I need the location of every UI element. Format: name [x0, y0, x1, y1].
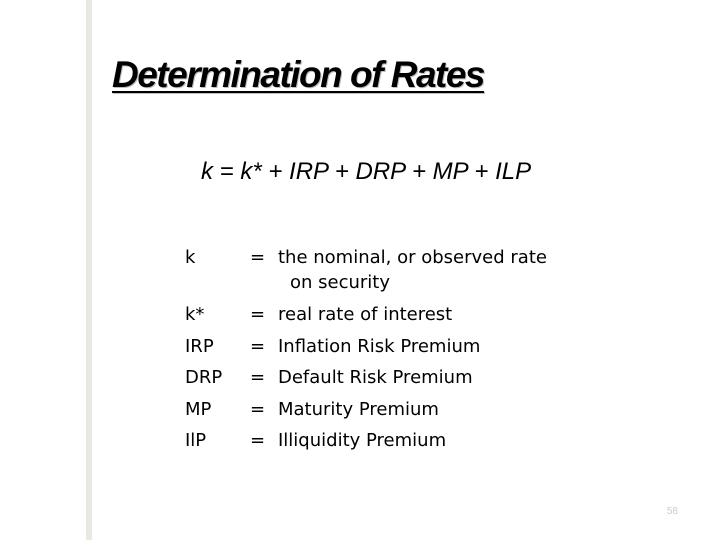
description-line: real rate of interest — [278, 304, 453, 325]
definition-description — [278, 334, 578, 359]
definition-term: IRP — [185, 335, 214, 357]
definition-term: IlP — [185, 430, 207, 451]
definition-description — [278, 245, 578, 295]
description-line: Default Risk Premium — [278, 367, 473, 388]
definition-term: MP — [185, 398, 212, 420]
page-number: 58 — [666, 506, 678, 517]
equals-sign: = — [250, 304, 266, 325]
equals-sign: = — [250, 398, 266, 420]
definition-description — [278, 397, 578, 422]
description-line: on security — [290, 272, 391, 293]
definition-description — [278, 302, 578, 327]
description-line: Maturity Premium — [278, 398, 439, 420]
slide-title: Determination of Rates — [112, 54, 485, 95]
equals-sign: = — [250, 367, 266, 388]
description-line: the nominal, or observed rate — [278, 247, 547, 268]
definition-term: k* — [185, 304, 205, 325]
definition-description — [278, 428, 578, 453]
description-line: Inflation Risk Premium — [278, 335, 481, 357]
description-line: Illiquidity Premium — [278, 430, 447, 451]
definition-description — [278, 365, 578, 390]
definition-term: DRP — [185, 367, 223, 388]
slide-left-bar — [86, 0, 92, 540]
definition-term: k — [185, 247, 196, 268]
rate-formula: k = k* + IRP + DRP + MP + ILP — [201, 158, 532, 185]
equals-sign: = — [250, 247, 266, 268]
equals-sign: = — [250, 335, 266, 357]
equals-sign: = — [250, 430, 266, 451]
